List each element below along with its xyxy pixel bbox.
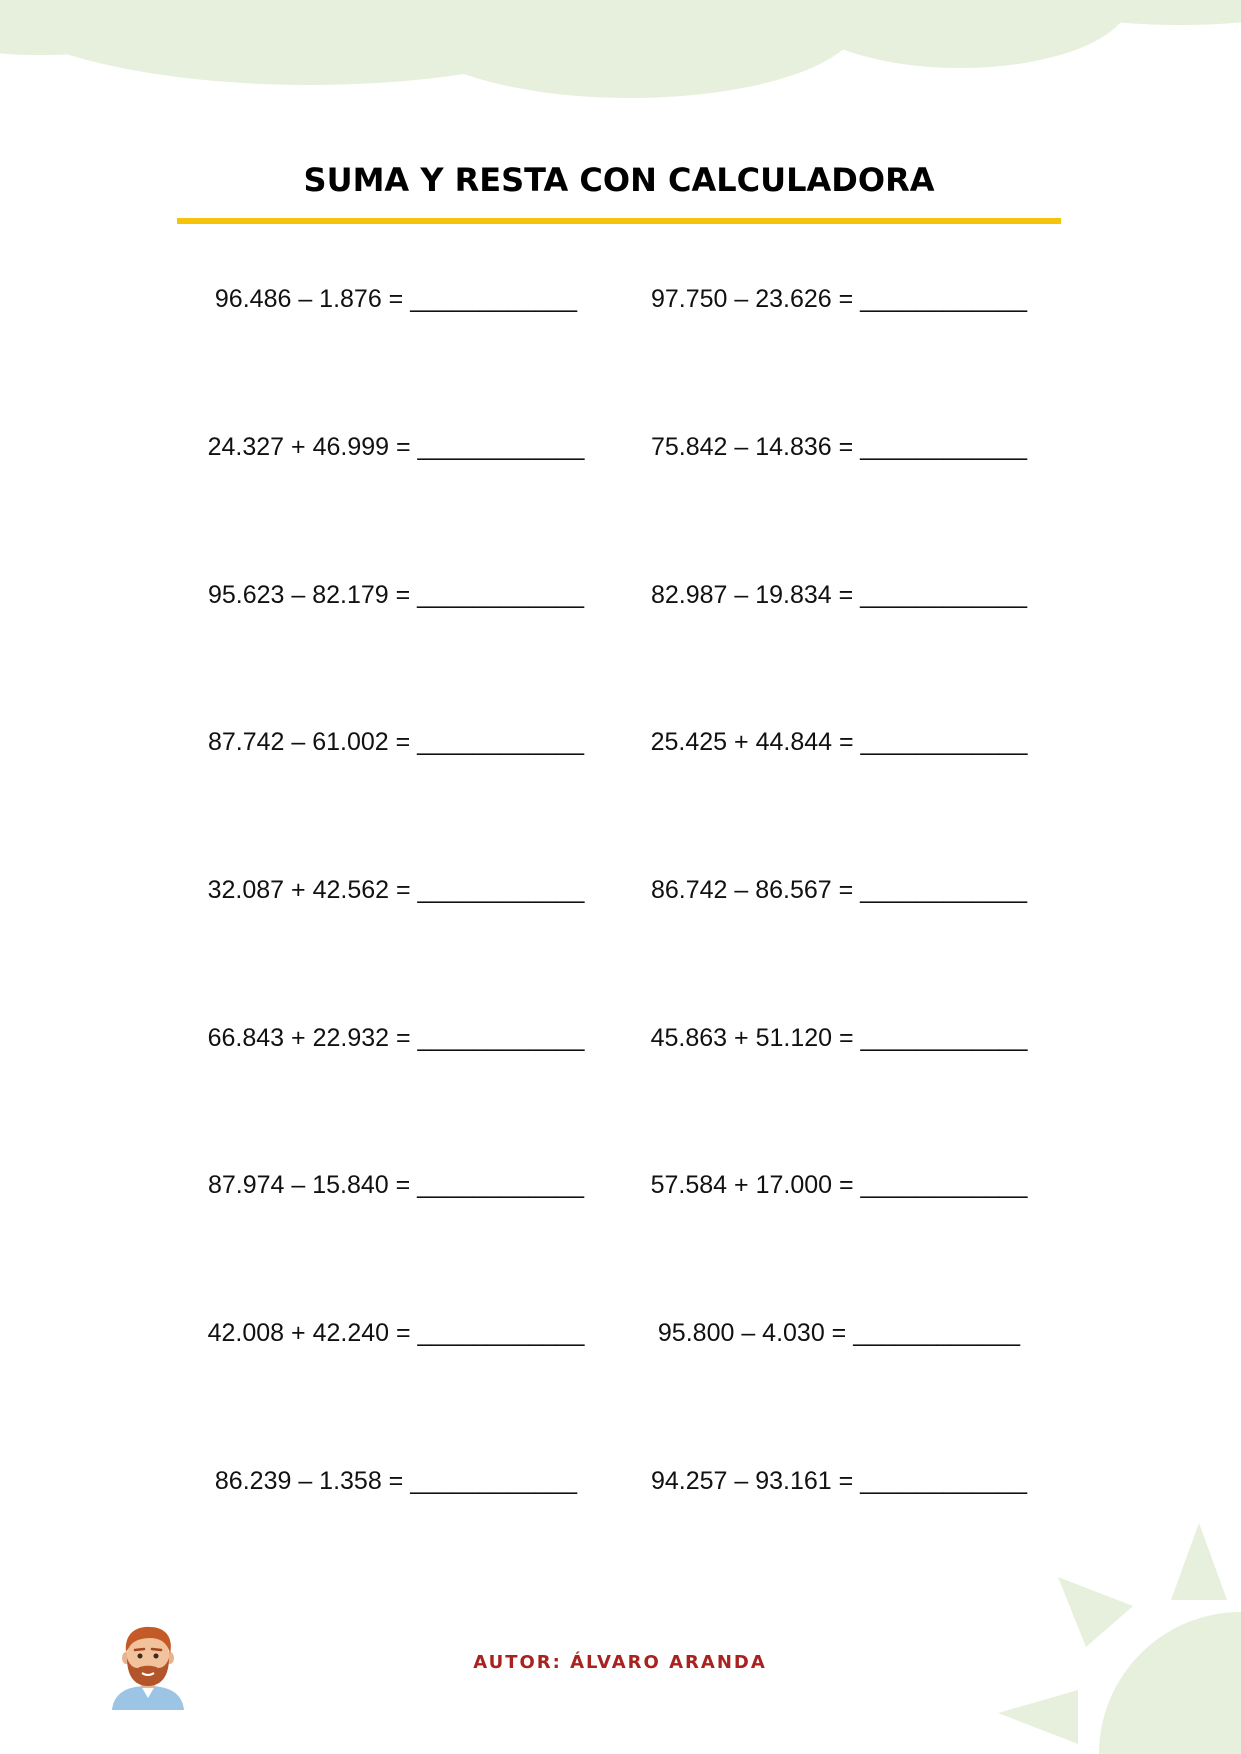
exercise-4-left: 87.742 – 61.002 = ____________ — [207, 728, 585, 756]
sun-decoration — [998, 1523, 1241, 1754]
exercise-9-right: 94.257 – 93.161 = ____________ — [650, 1467, 1028, 1495]
exercise-6-right: 45.863 + 51.120 = ____________ — [650, 1024, 1028, 1052]
exercise-3-right: 82.987 – 19.834 = ____________ — [650, 581, 1028, 609]
exercise-6-left: 66.843 + 22.932 = ____________ — [207, 1024, 585, 1052]
exercise-1-right: 97.750 – 23.626 = ____________ — [650, 285, 1028, 313]
exercise-5-left: 32.087 + 42.562 = ____________ — [207, 876, 585, 904]
cloud-decoration — [0, 0, 1241, 98]
page-title: SUMA Y RESTA CON CALCULADORA — [303, 161, 935, 199]
exercise-3-left: 95.623 – 82.179 = ____________ — [207, 581, 585, 609]
exercise-2-right: 75.842 – 14.836 = ____________ — [650, 433, 1028, 461]
exercise-9-left: 86.239 – 1.358 = ____________ — [214, 1467, 578, 1495]
author-credit: AUTOR: ÁLVARO ARANDA — [473, 1652, 767, 1673]
exercise-4-right: 25.425 + 44.844 = ____________ — [650, 728, 1028, 756]
exercise-7-left: 87.974 – 15.840 = ____________ — [207, 1171, 585, 1199]
exercise-8-right: 95.800 – 4.030 = ____________ — [657, 1319, 1021, 1347]
exercise-5-right: 86.742 – 86.567 = ____________ — [650, 876, 1028, 904]
bearded-man-avatar-icon — [108, 1624, 188, 1710]
title-underline — [177, 218, 1061, 224]
exercise-1-left: 96.486 – 1.876 = ____________ — [214, 285, 578, 313]
exercise-2-left: 24.327 + 46.999 = ____________ — [207, 433, 585, 461]
exercise-7-right: 57.584 + 17.000 = ____________ — [650, 1171, 1028, 1199]
exercise-8-left: 42.008 + 42.240 = ____________ — [207, 1319, 585, 1347]
